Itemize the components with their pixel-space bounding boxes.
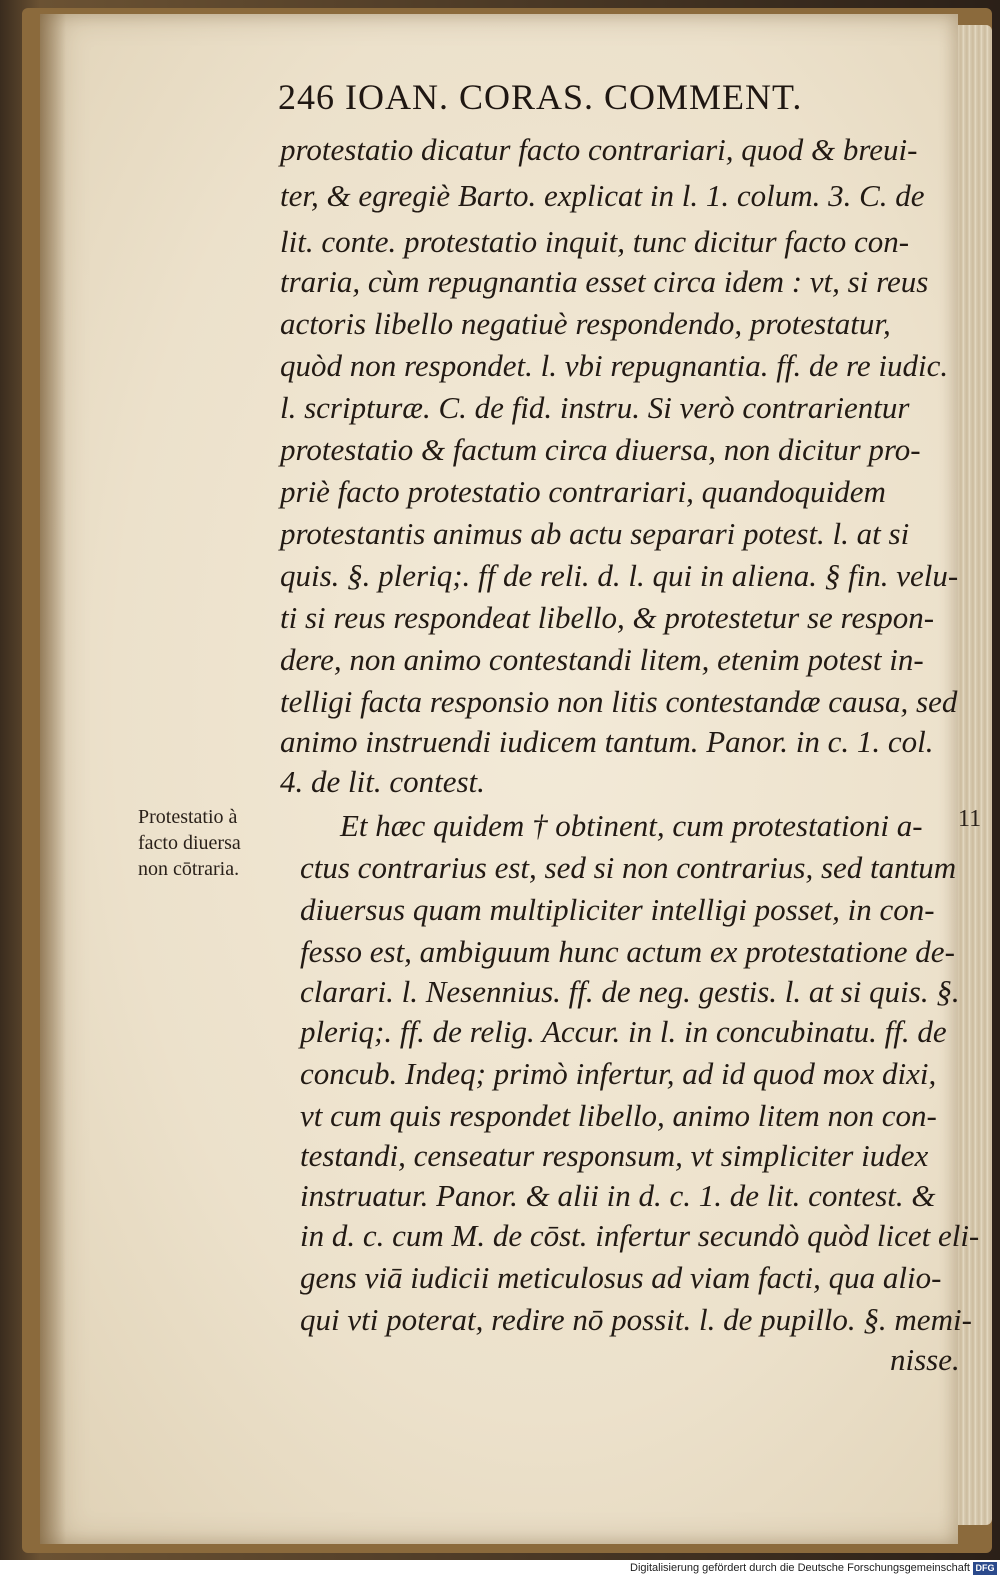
running-head	[278, 76, 878, 118]
page-number: 246	[278, 77, 335, 117]
text-line: vt cum quis respondet libello, animo litem non con-	[300, 1098, 937, 1133]
text-line: Et hæc quidem † obtinent, cum protestationi a-	[340, 808, 923, 843]
margin-note	[138, 804, 298, 882]
text-line: instruatur. Panor. & alii in d. c. 1. de lit. contest. &	[300, 1178, 936, 1213]
text-line: l. scripturæ. C. de fid. instru. Si verò contrarientur	[280, 390, 910, 425]
text-line: protestatio & factum circa diuersa, non dicitur pro-	[280, 432, 921, 467]
text-line: nisse.	[890, 1342, 960, 1377]
running-head-title: IOAN. CORAS. COMMENT.	[345, 77, 803, 117]
text-line: telligi facta responsio non litis contestandæ causa, sed	[280, 684, 958, 719]
text-line: protestatio dicatur facto contrariari, quod & breui-	[280, 132, 918, 167]
text-line: diuersus quam multipliciter intelligi posset, in con-	[300, 892, 935, 927]
text-line: ctus contrarius est, sed si non contrarius, sed tantum	[300, 850, 957, 885]
text-line: fesso est, ambiguum hunc actum ex protestatione de-	[300, 934, 955, 969]
dfg-logo-icon: DFG	[973, 1562, 997, 1575]
text-line: concub. Indeq; primò infertur, ad id quod mox dixi,	[300, 1056, 937, 1091]
text-line: gens viā iudicii meticulosus ad viam facti, qua alio-	[300, 1260, 942, 1295]
text-line: quis. §. pleriq;. ff de reli. d. l. qui in aliena. § fin. velu-	[280, 558, 959, 593]
text-line: traria, cùm repugnantia esset circa idem : vt, si reus	[280, 264, 929, 299]
text-line: in d. c. cum M. de cōst. infertur secundò quòd licet eli-	[300, 1218, 980, 1253]
text-line: qui vti poterat, redire nō possit. l. de pupillo. §. memi-	[300, 1302, 972, 1337]
text-line: quòd non respondet. l. vbi repugnantia. ff. de re iudic.	[280, 348, 949, 383]
section-number: 11	[958, 806, 982, 832]
text-line: dere, non animo contestandi litem, etenim potest in-	[280, 642, 924, 677]
margin-note-line: non cōtraria.	[138, 858, 240, 880]
text-line: actoris libello negatiuè respondendo, protestatur,	[280, 306, 891, 341]
text-line: animo instruendi iudicem tantum. Panor. in c. 1. col.	[280, 724, 934, 759]
footer-bar	[0, 1560, 1000, 1577]
margin-note-line: facto diuersa	[138, 832, 241, 854]
text-line: protestantis animus ab actu separari potest. l. at si	[280, 516, 910, 551]
funding-credit: Digitalisierung gefördert durch die Deutsche Forschungsgemeinschaft	[630, 1562, 970, 1574]
text-line: testandi, censeatur responsum, vt simpliciter iudex	[300, 1138, 929, 1173]
text-line: priè facto protestatio contrariari, quandoquidem	[280, 474, 886, 509]
margin-note-line: Protestatio à	[138, 806, 238, 828]
text-line: ter, & egregiè Barto. explicat in l. 1. colum. 3. C. de	[280, 178, 925, 213]
text-line: 4. de lit. contest.	[280, 764, 485, 799]
page-gutter-shadow	[40, 14, 66, 1544]
text-line: pleriq;. ff. de relig. Accur. in l. in concubinatu. ff. de	[300, 1014, 947, 1049]
text-line: ti si reus respondeat libello, & protestetur se respon-	[280, 600, 935, 635]
text-line: clarari. l. Nesennius. ff. de neg. gestis. l. at si quis. §.	[300, 974, 960, 1009]
text-line: lit. conte. protestatio inquit, tunc dicitur facto con-	[280, 224, 910, 259]
